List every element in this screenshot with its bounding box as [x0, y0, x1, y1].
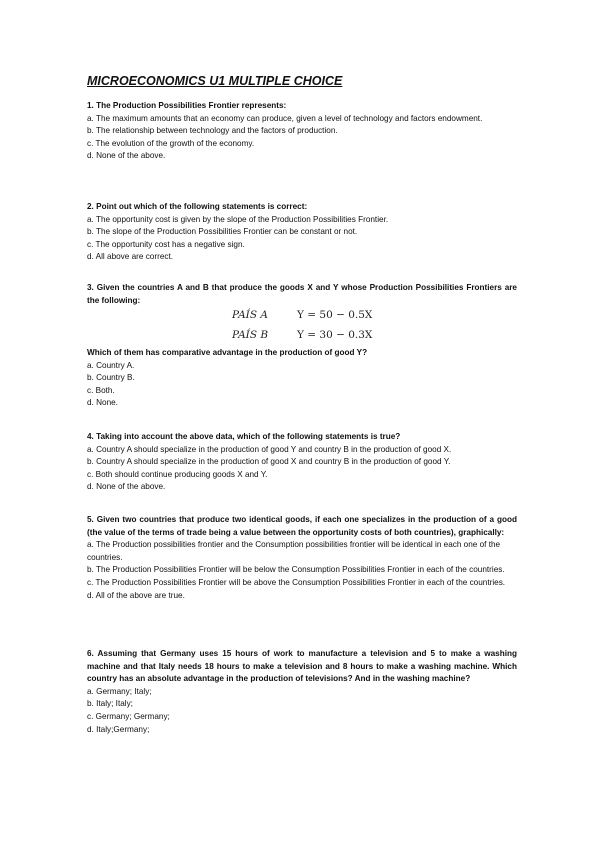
option-c: c. The evolution of the growth of the economy.: [87, 138, 255, 148]
option-b: b. Country A should specialize in the production of good X and country B in the production of good Y.: [87, 457, 451, 467]
ppf-formula: Y = 30 − 0.3X: [297, 329, 373, 341]
question-stem: 2. Point out which of the following statements is correct:: [87, 202, 308, 211]
option-d: d. None.: [87, 398, 118, 408]
question-3: [87, 282, 517, 307]
option-d: d. All of the above are true.: [87, 590, 185, 600]
question-1: [87, 100, 517, 163]
option-d: d. None of the above.: [87, 482, 166, 492]
option-a: a. The opportunity cost is given by the slope of the Production Possibilities Frontier.: [87, 214, 389, 224]
option-d: d. Italy;Germany;: [87, 724, 150, 734]
equation-row: [232, 325, 372, 345]
question-stem: 1. The Production Possibilities Frontier represents:: [87, 101, 287, 110]
option-c: c. Both.: [87, 385, 115, 395]
option-d: d. None of the above.: [87, 151, 166, 161]
option-b: b. Italy; Italy;: [87, 699, 133, 709]
question-stem: 4. Taking into account the above data, which of the following statements is true?: [87, 432, 401, 441]
option-a: a. Country A should specialize in the production of good Y and country B in the production of good X.: [87, 444, 452, 454]
option-a: a. Country A.: [87, 360, 135, 370]
question-6: [87, 648, 517, 736]
question-2: [87, 201, 517, 264]
question-stem: 6. Assuming that Germany uses 15 hours of work to manufacture a television and 5 to make a washing machine and that Italy needs 18 hours to make a television and 8 hours to make a washing machine. Which country has an absolute advantage in the production of televisions? And in the washing machine?: [87, 649, 517, 684]
question-3-followup: [87, 347, 517, 410]
option-c: c. Germany; Germany;: [87, 711, 170, 721]
option-c: c. The Production Possibilities Frontier will be above the Consumption Possibilities Frontier in each of the countries.: [87, 577, 506, 587]
option-a: a. Germany; Italy;: [87, 686, 152, 696]
option-c: c. The opportunity cost has a negative sign.: [87, 239, 245, 249]
question-followup: Which of them has comparative advantage in the production of good Y?: [87, 348, 368, 357]
option-b: b. The slope of the Production Possibilities Frontier can be constant or not.: [87, 227, 358, 237]
option-c: c. Both should continue producing goods X and Y.: [87, 469, 268, 479]
ppf-equations: [232, 305, 372, 345]
country-label: PAÍS B: [232, 329, 269, 341]
document-title: MICROECONOMICS U1 MULTIPLE CHOICE: [87, 74, 343, 88]
question-stem: 5. Given two countries that produce two identical goods, if each one specializes in the production of a good (the value of the terms of trade being a value between the opportunity costs of both countries), graphically:: [87, 515, 517, 537]
option-b: b. The relationship between technology and the factors of production.: [87, 126, 338, 136]
ppf-formula: Y = 50 − 0.5X: [297, 309, 373, 321]
option-a: a. The maximum amounts that an economy can produce, given a level of technology and factors endowment.: [87, 113, 483, 123]
option-a: a. The Production possibilities frontier and the Consumption possibilities frontier will be identical in each one of the countries.: [87, 540, 501, 562]
equation-row: [232, 305, 372, 325]
country-label: PAÍS A: [232, 309, 268, 321]
option-d: d. All above are correct.: [87, 252, 174, 262]
option-b: b. The Production Possibilities Frontier will be below the Consumption Possibilities Frontier in each of the countries.: [87, 565, 505, 575]
option-b: b. Country B.: [87, 373, 135, 383]
question-5: [87, 514, 517, 602]
question-stem: 3. Given the countries A and B that produce the goods X and Y whose Production Possibilities Frontiers are the following:: [87, 283, 517, 305]
question-4: [87, 431, 517, 494]
